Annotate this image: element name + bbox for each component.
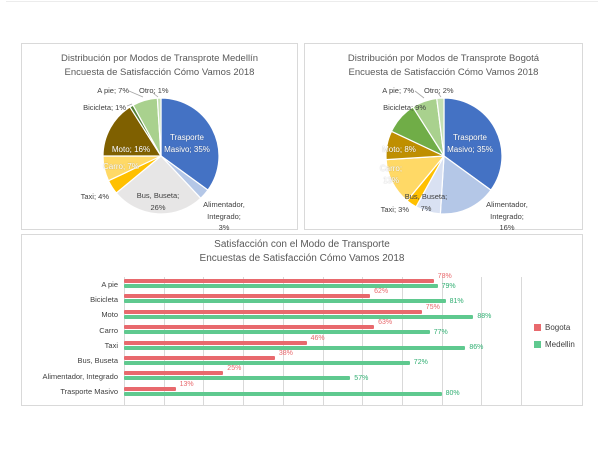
bar-category-label: Moto [101,310,118,320]
chart-title-line2: Encuestas de Satisfacción Cómo Vamos 2018 [199,253,405,264]
axis-tick [442,400,443,405]
gridline [442,277,443,400]
pie-slice-label: Bicicleta; 9% [383,103,426,112]
legend-item-medellin [534,340,575,349]
bar-category-label: Taxi [104,341,118,350]
bar-value-label: 80% [445,390,460,398]
pie-slice-label: Bicicleta; 1% [83,103,126,112]
label-leader-line [415,91,424,98]
axis-tick [521,400,522,405]
bar-medellin-alimentador-integrado [124,376,350,380]
pie-slice-label: Alimentador, Integrado; 3% [203,200,245,232]
bar-value-label: 62% [374,288,389,296]
bar-category-label: Bus, Buseta [77,356,118,366]
bar-value-label: 72% [413,359,428,367]
pie-slice-label: Carro; 7% [102,162,139,171]
bar-value-label: 77% [433,328,448,336]
bar-medellin-bicicleta [124,299,446,303]
chart-title-line1: Distribución por Modos de Transprote Medellín [61,53,258,64]
bar-category-label: Trasporte Masivo [60,387,118,397]
bar-bogota-trasporte-masivo [124,387,176,391]
pie-slice-label: A pie; 7% [97,86,129,95]
bar-bogota-alimentador-integrado [124,371,223,375]
legend-label-medellin: Medellin [545,340,575,349]
gridline [402,277,403,400]
pie-slice-label: Trasporte Masivo; 35% [164,133,210,154]
pie-slice-label: Carro; 13% [379,164,403,185]
pie-slice-label: Moto; 16% [111,145,151,154]
bar-category-label: Bicicleta [90,294,118,304]
legend-marker-bogota [534,324,541,331]
axis-tick [164,400,165,405]
pie-slice-label: Moto; 8% [382,145,416,154]
chart-title-bars [22,238,582,266]
pie-slice-label: Taxi; 4% [80,192,109,201]
pie-slice-label: Taxi; 3% [380,205,409,214]
bar-plot [124,273,521,400]
bar-bogota-a-pie [124,279,434,283]
bar-bogota-moto [124,310,422,314]
bar-medellin-taxi [124,346,465,350]
pie-slice-label: Bus, Buseta; 7% [404,192,448,213]
bar-value-label: 13% [179,380,194,388]
axis-tick [362,400,363,405]
axis-tick [283,400,284,405]
axis-tick [402,400,403,405]
top-divider [6,1,598,2]
bar-category-axis [26,277,118,400]
pie-slice-label: A pie; 7% [382,86,414,95]
gridline [481,277,482,400]
pie-panel-bogota [304,43,583,230]
bar-value-label: 25% [227,365,242,373]
legend-label-bogota: Bogota [545,323,571,332]
pie-slice-label: Trasporte Masivo; 35% [447,133,493,154]
axis-tick [323,400,324,405]
bar-value-label: 38% [278,349,293,357]
bar-medellin-bus-buseta [124,361,410,365]
pie-panel-medellin [21,43,298,230]
bar-category-label: Carro [99,325,118,335]
bar-value-label: 86% [469,344,484,351]
bar-value-label: 75% [425,303,440,311]
pie-slice-label: Alimentador, Integrado; 16% [486,200,528,232]
bar-value-label: 88% [477,313,492,321]
bar-medellin-carro [124,330,430,334]
bar-value-label: 81% [449,297,464,305]
bar-value-label: 57% [354,374,369,382]
bar-medellin-trasporte-masivo [124,392,442,396]
bar-bogota-bus-buseta [124,356,275,360]
chart-title-line1: Distribución por Modos de Transprote Bogotá [347,53,540,64]
axis-tick [124,400,125,405]
bar-value-label: 79% [441,282,456,290]
bar-medellin-a-pie [124,284,438,288]
bar-value-label: 78% [437,273,452,280]
chart-title-line1: Satisfacción con el Modo de Transporte [214,239,390,250]
chart-title-line2: Encuesta de Satisfacción Cómo Vamos 2018 [348,67,539,78]
bar-panel [21,234,583,406]
bar-bogota-carro [124,325,374,329]
legend [534,323,575,357]
bar-bogota-bicicleta [124,294,370,298]
pie-slice-label: Bus, Buseta; 26% [136,191,180,212]
axis-tick [481,400,482,405]
axis-tick [243,400,244,405]
bar-medellin-moto [124,315,473,319]
pie-slice-label: Otro; 1% [139,86,169,95]
chart-title-line2: Encuesta de Satisfacción Cómo Vamos 2018 [64,67,255,78]
legend-marker-medellin [534,341,541,348]
bar-category-label: A pie [101,279,118,289]
bar-value-label: 46% [310,334,325,342]
legend-item-bogota [534,323,575,332]
pie-slice-label: Otro; 2% [424,86,454,95]
gridline [521,277,522,400]
axis-tick [203,400,204,405]
bar-category-label: Alimentador, Integrado [42,371,118,381]
bar-value-label: 63% [378,319,393,327]
bar-bogota-taxi [124,341,307,345]
